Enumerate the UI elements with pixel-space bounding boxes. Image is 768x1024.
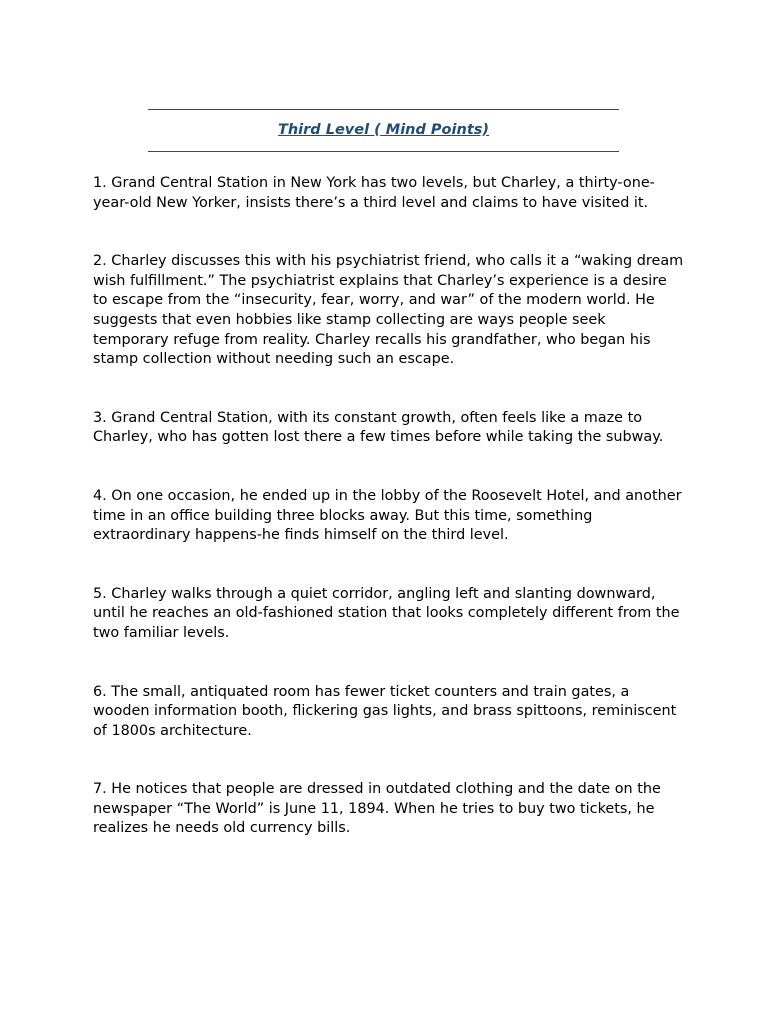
- title-top-rule: [148, 109, 619, 110]
- point-6: 6. The small, antiquated room has fewer ticket counters and train gates, a wooden information booth, flickering gas lights, and brass spittoons, reminiscent of 1800s architecture.: [93, 683, 677, 739]
- points-list: [93, 174, 685, 878]
- point-1: 1. Grand Central Station in New York has two levels, but Charley, a thirty-one-year-old New Yorker, insists there’s a third level and claims to have visited it.: [93, 175, 655, 211]
- point-5: 5. Charley walks through a quiet corridor, angling left and slanting downward, until he reaches an old-fashioned station that looks completely different from the two familiar levels.: [93, 585, 680, 641]
- point-3: 3. Grand Central Station, with its constant growth, often feels like a maze to Charley, who has gotten lost there a few times before while taking the subway.: [93, 409, 664, 446]
- title-bottom-rule: [148, 151, 619, 152]
- point-7: 7. He notices that people are dressed in outdated clothing and the date on the newspaper “The World” is June 11, 1894. When he tries to buy two tickets, he realizes he needs old currency bills.: [93, 781, 661, 837]
- document-title: Third Level ( Mind Points): [277, 122, 490, 138]
- point-4: 4. On one occasion, he ended up in the lobby of the Roosevelt Hotel, and another time in an office building three blocks away. But this time, something extraordinary happens-he finds himself on the third level.: [93, 487, 682, 544]
- point-2: 2. Charley discusses this with his psychiatrist friend, who calls it a “waking dream wish fulfillment.” The psychiatrist explains that Charley’s experience is a desire to escape from the “insecurity, fear, worry, and war” of the modern world. He suggests that even hobbies like stamp collecting are ways people seek temporary refuge from reality. Charley recalls his grandfather, who began his stamp collection without needing such an escape.: [93, 253, 684, 368]
